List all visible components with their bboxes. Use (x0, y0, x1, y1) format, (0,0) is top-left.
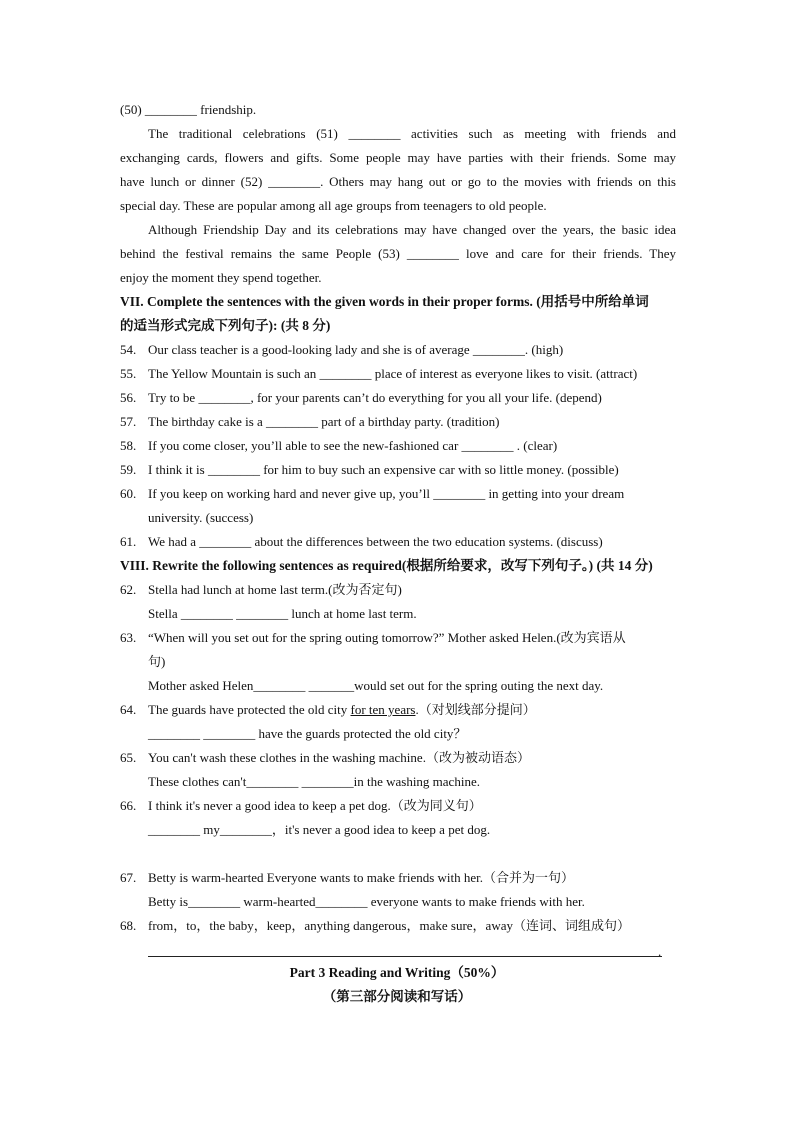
question-number: 64. (120, 702, 137, 717)
question-number: 66. (120, 798, 137, 813)
passage-line-3: exchanging cards, flowers and gifts. Some people may have parties with their friends. Some may (120, 150, 676, 165)
question-number: 68. (120, 918, 137, 933)
question-number: 67. (120, 870, 137, 885)
question-63-cont: 句) (148, 654, 166, 669)
question-57: The birthday cake is a ________ part of a birthday party. (tradition) (148, 414, 500, 429)
question-number: 60. (120, 486, 137, 501)
question-number: 65. (120, 750, 137, 765)
question-62: Stella had lunch at home last term.(改为否定句) (148, 582, 402, 597)
question-number: 62. (120, 582, 137, 597)
section8-title: VIII. Rewrite the following sentences as required(根据所给要求，改写下列句子。) (共 14 分) (120, 558, 653, 573)
question-54: Our class teacher is a good-looking lady and she is of average ________. (high) (148, 342, 564, 357)
part3-heading: Part 3 Reading and Writing（50%） (289, 965, 505, 980)
answer-line-65: These clothes can't________ ________in the washing machine. (148, 774, 480, 789)
question-number: 58. (120, 438, 137, 453)
question-56: Try to be ________, for your parents can’t do everything for you all your life. (depend) (148, 390, 602, 405)
question-number: 56. (120, 390, 137, 405)
question-number: 59. (120, 462, 137, 477)
answer-line-62: Stella ________ ________ lunch at home last term. (148, 606, 417, 621)
part3-heading-cn: （第三部分阅读和写话） (322, 989, 472, 1004)
question-64-instruction: .（对划线部分提问） (415, 702, 536, 717)
passage-line-5: special day. These are popular among all age groups from teenagers to old people. (120, 198, 547, 213)
question-number: 61. (120, 534, 137, 549)
question-66: I think it's never a good idea to keep a pet dog.（改为同义句） (148, 798, 482, 813)
question-65: You can't wash these clothes in the washing machine.（改为被动语态） (148, 750, 530, 765)
answer-rule-68 (148, 956, 662, 957)
question-60: If you keep on working hard and never give up, you’ll ________ in getting into your dream (148, 486, 625, 501)
answer-line-64: ________ ________ have the guards protected the old city？ (148, 726, 467, 741)
question-55: The Yellow Mountain is such an ________ place of interest as everyone likes to visit. (attract) (148, 366, 638, 381)
rule-period: . (658, 944, 662, 959)
passage-line-2: The traditional celebrations (51) ________ activities such as meeting with friends and (148, 126, 676, 141)
passage-line-7: behind the festival remains the same People (53) ________ love and care for their friends. They (120, 246, 676, 261)
question-number: 57. (120, 414, 137, 429)
passage-line-1: (50) ________ friendship. (120, 102, 257, 117)
answer-line-63: Mother asked Helen________ _______would set out for the spring outing the next day. (148, 678, 604, 693)
passage-line-4: have lunch or dinner (52) ________. Others may hang out or go to the movies with friends on this (120, 174, 676, 189)
question-68: from，to，the baby，keep，anything dangerous，make sure，away（连词、词组成句） (148, 918, 630, 933)
question-number: 54. (120, 342, 137, 357)
passage-line-8: enjoy the moment they spend together. (120, 270, 322, 285)
question-59: I think it is ________ for him to buy such an expensive car with so little money. (possible) (148, 462, 619, 477)
question-63: “When will you set out for the spring outing tomorrow?” Mother asked Helen.(改为宾语从 (148, 630, 626, 645)
question-64 (148, 698, 678, 722)
question-61: We had a ________ about the differences between the two education systems. (discuss) (148, 534, 603, 549)
question-64-text: The guards have protected the old city (148, 702, 351, 717)
question-number: 63. (120, 630, 137, 645)
underlined-phrase: for ten years (350, 702, 416, 717)
question-number: 55. (120, 366, 137, 381)
section7-title-cont: 的适当形式完成下列句子): (共 8 分) (120, 318, 331, 333)
question-67: Betty is warm-hearted Everyone wants to make friends with her.（合并为一句） (148, 870, 575, 885)
passage-line-6: Although Friendship Day and its celebrations may have changed over the years, the basic idea (148, 222, 676, 237)
question-58: If you come closer, you’ll able to see the new-fashioned car ________ . (clear) (148, 438, 558, 453)
answer-line-66: ________ my________，it's never a good idea to keep a pet dog. (148, 822, 491, 837)
question-60-cont: university. (success) (148, 510, 254, 525)
answer-line-67: Betty is________ warm-hearted________ everyone wants to make friends with her. (148, 894, 585, 909)
section7-title: VII. Complete the sentences with the given words in their proper forms. (用括号中所给单词 (120, 294, 649, 309)
